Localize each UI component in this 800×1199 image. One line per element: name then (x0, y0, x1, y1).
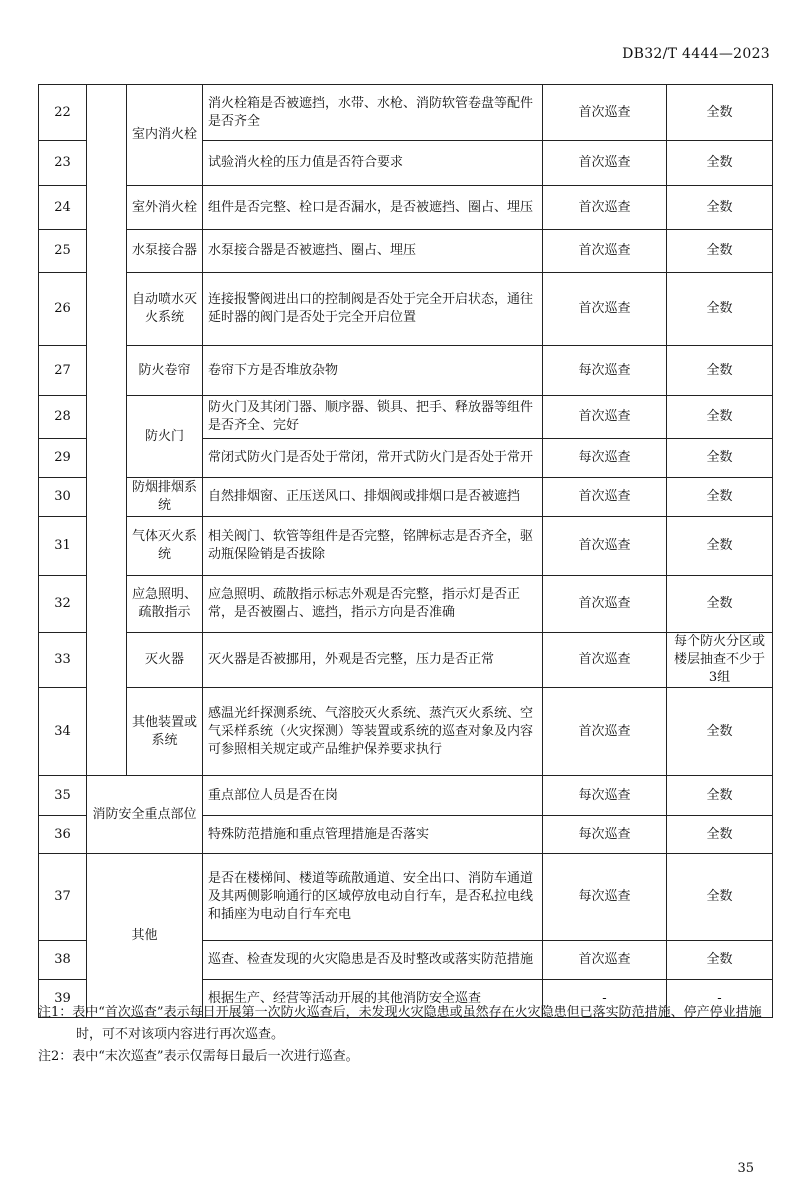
inspection-frequency: 每次巡查 (543, 776, 667, 816)
patrol-inspection-table (38, 84, 773, 1018)
inspection-item: 特殊防范措施和重点管理措施是否落实 (203, 816, 543, 854)
row-number: 23 (39, 141, 87, 186)
table-row (39, 854, 773, 941)
table-row (39, 186, 773, 230)
row-number: 35 (39, 776, 87, 816)
row-number: 34 (39, 688, 87, 776)
inspection-frequency: 首次巡查 (543, 633, 667, 688)
subcategory-emergency-lighting: 应急照明、疏散指示 (127, 576, 203, 633)
inspection-frequency: 每次巡查 (543, 816, 667, 854)
row-number: 33 (39, 633, 87, 688)
inspection-item: 水泵接合器是否被遮挡、圈占、埋压 (203, 230, 543, 273)
subcategory-extinguisher: 灭火器 (127, 633, 203, 688)
category-blank-cell (87, 85, 127, 776)
inspection-item: 感温光纤探测系统、气溶胶灭火系统、蒸汽灭火系统、空气采样系统（火灾探测）等装置或系统的巡查对象及内容可参照相关规定或产品维护保养要求执行 (203, 688, 543, 776)
inspection-scope: 全数 (667, 273, 773, 346)
note-2: 注2：表中“末次巡查”表示仅需每日最后一次进行巡查。 (38, 1049, 359, 1064)
subcategory-smoke-control: 防烟排烟系统 (127, 478, 203, 517)
inspection-scope: 全数 (667, 688, 773, 776)
inspection-scope: 全数 (667, 816, 773, 854)
row-number: 38 (39, 941, 87, 980)
inspection-frequency: 首次巡查 (543, 688, 667, 776)
inspection-scope: 全数 (667, 854, 773, 941)
inspection-scope: 每个防火分区或楼层抽查不少于3组 (667, 633, 773, 688)
row-number: 24 (39, 186, 87, 230)
subcategory-other-devices: 其他装置或系统 (127, 688, 203, 776)
table-row (39, 346, 773, 396)
inspection-scope: 全数 (667, 230, 773, 273)
row-number: 30 (39, 478, 87, 517)
inspection-item: 试验消火栓的压力值是否符合要求 (203, 141, 543, 186)
inspection-item: 灭火器是否被挪用，外观是否完整，压力是否正常 (203, 633, 543, 688)
inspection-scope: 全数 (667, 776, 773, 816)
row-number: 25 (39, 230, 87, 273)
subcategory-indoor-hydrant: 室内消火栓 (127, 85, 203, 186)
document-id: DB32/T 4444—2023 (622, 46, 770, 62)
inspection-scope: 全数 (667, 478, 773, 517)
subcategory-outdoor-hydrant: 室外消火栓 (127, 186, 203, 230)
subcategory-fire-door: 防火门 (127, 396, 203, 478)
table-row (39, 478, 773, 517)
row-number: 28 (39, 396, 87, 439)
subcategory-sprinkler: 自动喷水灭火系统 (127, 273, 203, 346)
inspection-frequency: 首次巡查 (543, 478, 667, 517)
category-other: 其他 (87, 854, 203, 1018)
table-row (39, 230, 773, 273)
row-number: 29 (39, 439, 87, 478)
subcategory-gas-extinguishing: 气体灭火系统 (127, 517, 203, 576)
inspection-item: 应急照明、疏散指示标志外观是否完整，指示灯是否正常，是否被圈占、遮挡，指示方向是否准确 (203, 576, 543, 633)
inspection-scope: 全数 (667, 576, 773, 633)
inspection-item: 巡查、检查发现的火灾隐患是否及时整改或落实防范措施 (203, 941, 543, 980)
row-number: 27 (39, 346, 87, 396)
inspection-scope: 全数 (667, 396, 773, 439)
inspection-frequency: 每次巡查 (543, 346, 667, 396)
row-number: 26 (39, 273, 87, 346)
table-row (39, 517, 773, 576)
inspection-frequency: 首次巡查 (543, 85, 667, 141)
inspection-item: 组件是否完整、栓口是否漏水，是否被遮挡、圈占、埋压 (203, 186, 543, 230)
note-1: 注1：表中“首次巡查”表示每日开展第一次防火巡查后，未发现火灾隐患或虽然存在火灾隐患但已落实防范措施、停产停业措施时，可不对该项内容进行再次巡查。 (38, 1005, 762, 1042)
inspection-frequency: 首次巡查 (543, 576, 667, 633)
table-row (39, 776, 773, 816)
inspection-item: 相关阀门、软管等组件是否完整，铭牌标志是否齐全，驱动瓶保险销是否拔除 (203, 517, 543, 576)
row-number: 36 (39, 816, 87, 854)
inspection-scope: 全数 (667, 439, 773, 478)
row-number: 22 (39, 85, 87, 141)
inspection-frequency: 首次巡查 (543, 230, 667, 273)
inspection-item: 自然排烟窗、正压送风口、排烟阀或排烟口是否被遮挡 (203, 478, 543, 517)
subcategory-pump-adapter: 水泵接合器 (127, 230, 203, 273)
inspection-frequency: 首次巡查 (543, 941, 667, 980)
table-row (39, 273, 773, 346)
row-number: 32 (39, 576, 87, 633)
table-row (39, 396, 773, 439)
inspection-frequency: 首次巡查 (543, 141, 667, 186)
inspection-item: 防火门及其闭门器、顺序器、锁具、把手、释放器等组件是否齐全、完好 (203, 396, 543, 439)
inspection-scope: 全数 (667, 186, 773, 230)
inspection-item: 根据生产、经营等活动开展的其他消防安全巡查 (203, 980, 543, 1018)
inspection-item: 常闭式防火门是否处于常闭，常开式防火门是否处于常开 (203, 439, 543, 478)
table-row (39, 85, 773, 141)
inspection-scope: 全数 (667, 85, 773, 141)
inspection-scope: 全数 (667, 141, 773, 186)
category-key-area: 消防安全重点部位 (87, 776, 203, 854)
row-number: 39 (39, 980, 87, 1018)
inspection-frequency: - (543, 980, 667, 1018)
subcategory-fire-shutter: 防火卷帘 (127, 346, 203, 396)
inspection-item: 连接报警阀进出口的控制阀是否处于完全开启状态，通往延时器的阀门是否处于完全开启位置 (203, 273, 543, 346)
page-number: 35 (737, 1161, 754, 1176)
table-row (39, 576, 773, 633)
inspection-scope: 全数 (667, 346, 773, 396)
inspection-frequency: 首次巡查 (543, 186, 667, 230)
inspection-frequency: 每次巡查 (543, 854, 667, 941)
inspection-item: 是否在楼梯间、楼道等疏散通道、安全出口、消防车通道及其两侧影响通行的区域停放电动自行车，是否私拉电线和插座为电动自行车充电 (203, 854, 543, 941)
table-row (39, 633, 773, 688)
inspection-item: 消火栓箱是否被遮挡，水带、水枪、消防软管卷盘等配件是否齐全 (203, 85, 543, 141)
row-number: 31 (39, 517, 87, 576)
inspection-scope: 全数 (667, 941, 773, 980)
inspection-frequency: 首次巡查 (543, 517, 667, 576)
inspection-frequency: 每次巡查 (543, 439, 667, 478)
inspection-scope: - (667, 980, 773, 1018)
inspection-frequency: 首次巡查 (543, 396, 667, 439)
inspection-item: 卷帘下方是否堆放杂物 (203, 346, 543, 396)
row-number: 37 (39, 854, 87, 941)
table-notes (38, 1002, 774, 1068)
inspection-frequency: 首次巡查 (543, 273, 667, 346)
inspection-item: 重点部位人员是否在岗 (203, 776, 543, 816)
inspection-scope: 全数 (667, 517, 773, 576)
table-row (39, 688, 773, 776)
